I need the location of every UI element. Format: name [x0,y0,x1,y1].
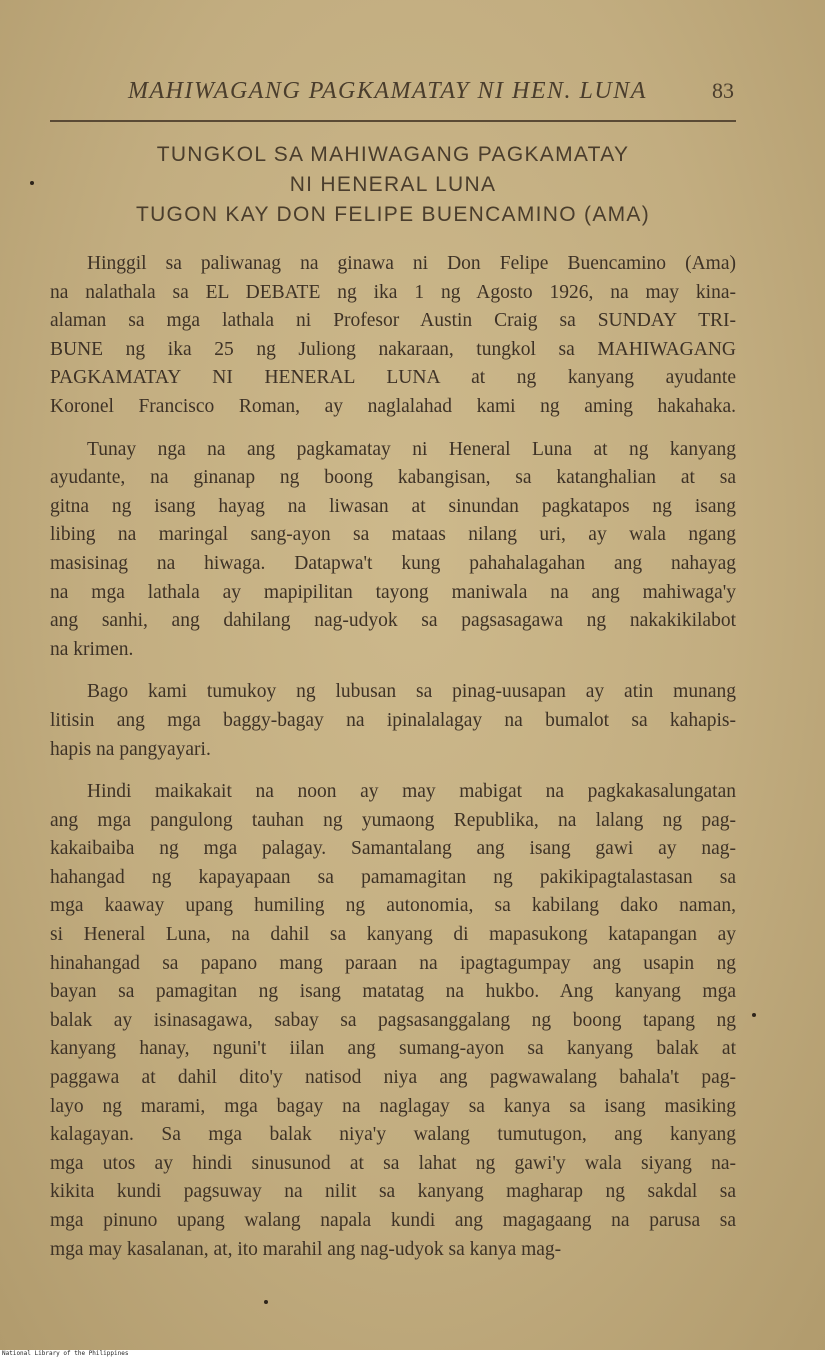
text-line: kanyang hanay, nguni't iilan ang sumang-ayon sa kanyang balak at [50,1038,736,1060]
text-line: paggawa at dahil dito'y natisod niya ang pagwawalang bahala't pag- [50,1067,736,1089]
text-line: hahangad ng kapayapaan sa pamamagitan ng pakikipagtalastasan sa [50,866,736,888]
text-line: balak ay isinasagawa, sabay sa pagsasanggalang ng boong tapang ng [50,1009,736,1031]
text-line: mga pinuno upang walang napala kundi ang magagaang na parusa sa [50,1210,736,1231]
text-line: hapis na pangyayari. [50,738,211,760]
text-line: si Heneral Luna, na dahil sa kanyang di mapasukong katapangan ay [50,924,736,946]
library-credit: National Library of the Philippines [0,1350,825,1358]
heading-line-3: TUGON KAY DON FELIPE BUENCAMINO (AMA) [135,203,651,226]
running-head [0,78,825,112]
text-line: mga may kasalanan, at, ito marahil ang nag-udyok sa kanya mag- [50,1238,562,1260]
text-line: alaman sa mga lathala ni Profesor Austin Craig sa SUNDAY TRI- [50,310,736,332]
text-line: na mga lathala ay mapipilitan tayong maniwala na ang mahiwaga'y [50,581,736,603]
text-line: Hindi maikakait na noon ay may mabigat na pagkakasalungatan [87,781,736,803]
text-line: ang sanhi, ang dahilang nag-udyok sa pagsasagawa ng nakakikilabot [50,610,736,632]
paragraph-3 [50,678,736,764]
text-line: Koronel Francisco Roman, ay naglalahad kami ng aming hakahaka. [50,395,736,417]
text-line: gitna ng isang hayag na liwasan at sinundan pagkatapos ng isang [50,495,736,517]
page-number: 83 [712,78,734,103]
text-line: ang mga pangulong tauhan ng yumaong Republika, na lalang ng pag- [50,809,736,831]
text-line: Hinggil sa paliwanag na ginawa ni Don Felipe Buencamino (Ama) [87,253,736,274]
paragraph-2 [50,436,736,665]
article-body [50,250,736,1278]
ink-speck [30,181,34,185]
text-line: Tunay nga na ang pagkamatay ni Heneral Luna at ng kanyang [87,438,736,460]
text-line: masisinag na hiwaga. Datapwa't kung pahahalagahan ang nahayag [50,552,736,574]
text-line: litisin ang mga baggy-bagay na ipinalalagay na bumalot sa kahapis- [50,709,736,731]
text-line: kakaibaiba ng mga palagay. Samantalang ang isang gawi ay nag- [50,838,736,860]
header-rule [50,120,736,122]
paragraph-4 [50,778,736,1264]
text-line: PAGKAMATAY NI HENERAL LUNA at ng kanyang ayudante [50,367,736,389]
text-line: mga kaaway upang humiling ng autonomia, sa kabilang dako naman, [50,895,736,917]
ink-speck [752,1013,756,1017]
ink-speck [264,1300,268,1304]
paragraph-1 [50,250,736,422]
text-line: kikita kundi pagsuway na nilit sa kanyang magharap ng sakdal sa [50,1181,736,1203]
text-line: hinahangad sa papano mang paraan na ipagtagumpay ang usapin ng [50,952,736,974]
text-line: mga utos ay hindi sinusunod at sa lahat ng gawi'y wala siyang na- [50,1152,736,1174]
text-line: kalagayan. Sa mga balak niya'y walang tumutugon, ang kanyang [50,1124,736,1146]
text-line: bayan sa pamagitan ng isang matatag na hukbo. Ang kanyang mga [50,981,736,1003]
text-line: ayudante, na ginanap ng boong kabangisan, sa katanghalian at sa [50,467,736,489]
article-heading [50,140,736,230]
text-line: libing na maringal sang-ayon sa mataas nilang uri, ay wala ngang [50,524,736,546]
text-line: Bago kami tumukoy ng lubusan sa pinag-uusapan ay atin munang [87,681,736,703]
running-title: MAHIWAGANG PAGKAMATAY NI HEN. LUNA [128,78,647,104]
text-line: na nalathala sa EL DEBATE ng ika 1 ng Agosto 1926, na may kina- [50,281,736,303]
heading-line-2: NI HENERAL LUNA [289,173,497,196]
text-line: na krimen. [50,638,134,660]
text-line: layo ng marami, mga bagay na naglagay sa kanya sa isang masiking [50,1095,736,1117]
heading-line-1: TUNGKOL SA MAHIWAGANG PAGKAMATAY [156,143,630,166]
text-line: BUNE ng ika 25 ng Juliong nakaraan, tungkol sa MAHIWAGANG [50,338,736,360]
